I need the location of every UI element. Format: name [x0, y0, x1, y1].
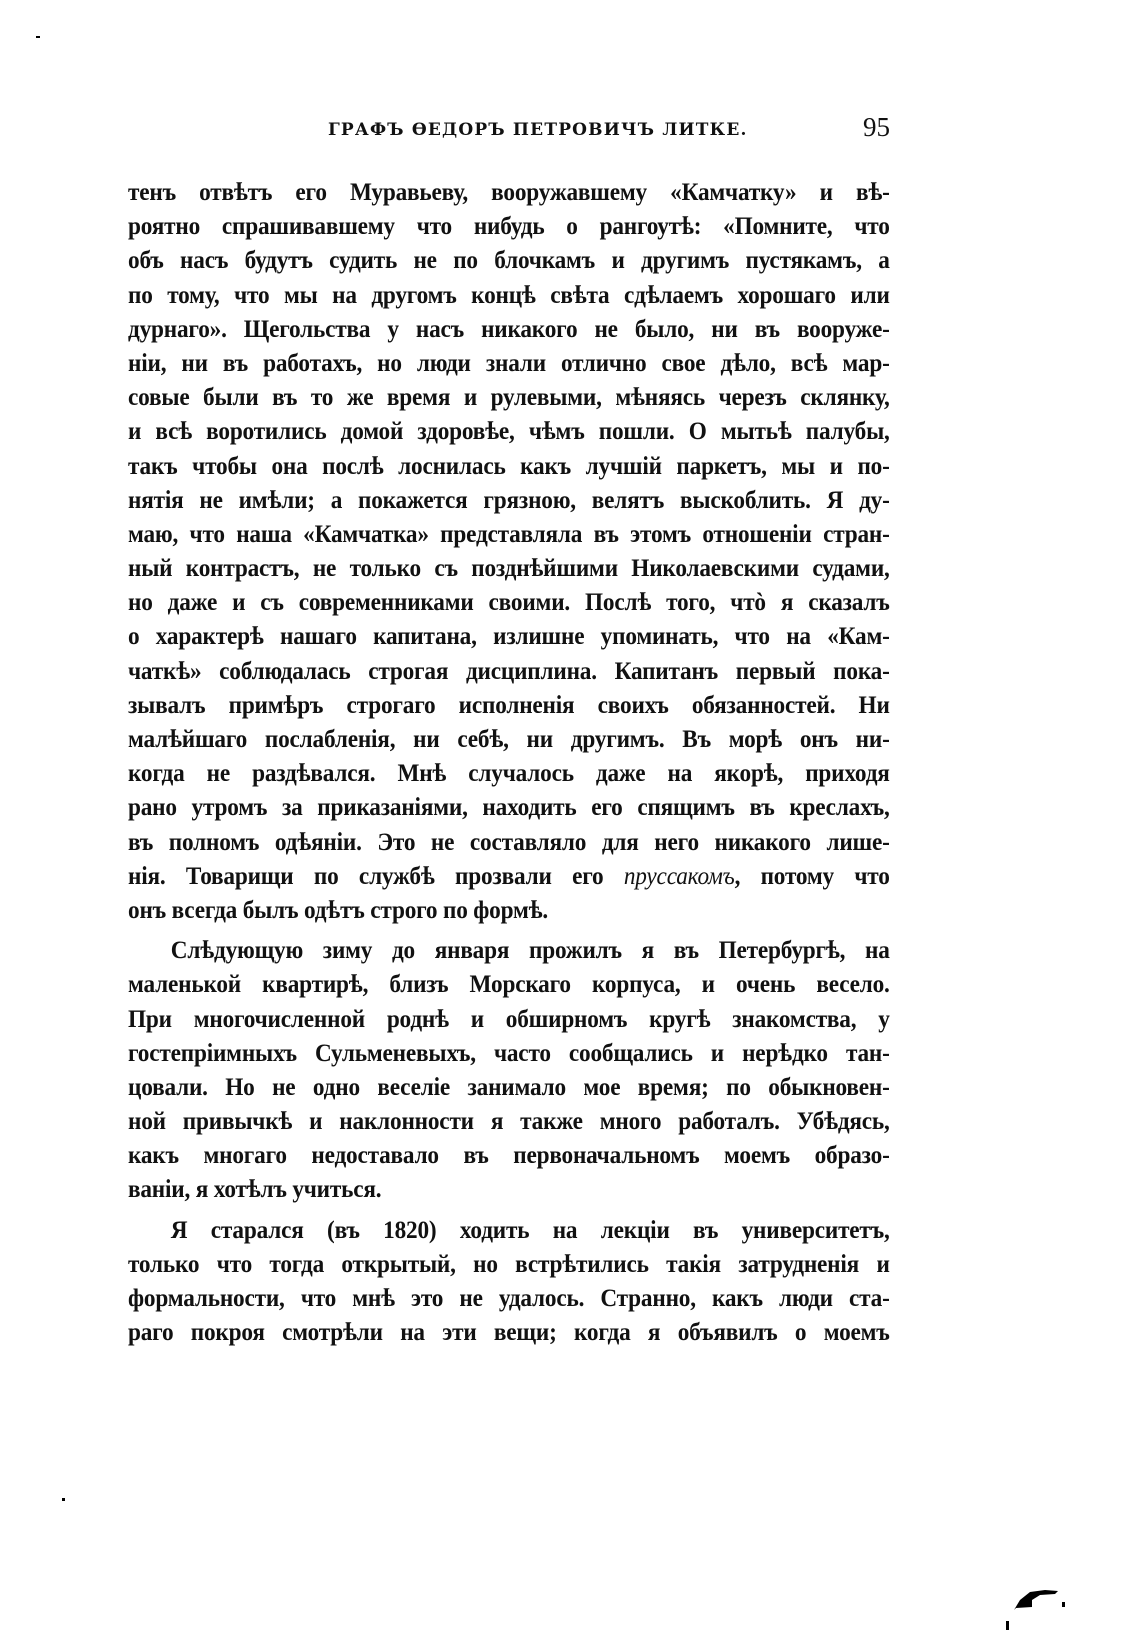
text-line: совые были въ то же время и рулевыми, мѣняясь черезъ склянку,	[128, 384, 890, 412]
text-line: какъ многаго недоставало въ первоначальномъ моемъ образо-	[128, 1142, 890, 1170]
scan-speck	[62, 1498, 65, 1501]
paragraph-3	[128, 1214, 890, 1351]
text-line: онъ всегда былъ одѣтъ строго по формѣ.	[128, 896, 549, 924]
page-number: 95	[863, 112, 890, 142]
scan-speck	[36, 36, 40, 38]
text-segment: , потому что	[734, 862, 890, 890]
text-line: только что тогда открытый, но встрѣтились такія затрудненія и	[128, 1250, 890, 1278]
text-line: малѣйшаго послабленія, ни себѣ, ни другимъ. Въ морѣ онъ ни-	[128, 726, 890, 753]
text-line: когда не раздѣвался. Мнѣ случалось даже на якорѣ, приходя	[128, 760, 890, 788]
text-line: ной привычкѣ и наклонности я также много работалъ. Убѣдясь,	[128, 1108, 890, 1136]
text-line: и всѣ воротились домой здоровѣе, чѣмъ пошли. О мытьѣ палубы,	[128, 418, 890, 446]
text-line: объ насъ будутъ судить не по блочкамъ и другимъ пустякамъ, а	[128, 247, 890, 275]
text-line: маленькой квартирѣ, близъ Морскаго корпуса, и очень весело.	[128, 971, 890, 999]
running-head	[128, 112, 890, 148]
text-line: цовали. Но не одно веселіе занимало мое время; по обыкновен-	[128, 1073, 890, 1101]
text-line: При многочисленной роднѣ и обширномъ кругѣ знакомства, у	[128, 1005, 890, 1033]
text-line: формальности, что мнѣ это не удалось. Странно, какъ люди ста-	[128, 1285, 890, 1312]
text-line: ніи, ни въ работахъ, но люди знали отлично свое дѣло, всѣ мар-	[128, 349, 890, 377]
text-line: тенъ отвѣтъ его Муравьеву, вооружавшему «Камчатку» и вѣ-	[128, 179, 890, 206]
text-line-with-italic	[128, 860, 890, 894]
text-line: раго покроя смотрѣли на эти вещи; когда я объявилъ о моемъ	[128, 1319, 890, 1347]
text-line: зывалъ примѣръ строгаго исполненія своихъ обязанностей. Ни	[128, 691, 890, 719]
italic-word: пруссакомъ	[623, 862, 735, 890]
text-line: Я старался (въ 1820) ходить на лекціи въ университетъ,	[170, 1216, 890, 1244]
text-line: но даже и съ современниками своими. Послѣ того, чтò я сказалъ	[128, 589, 890, 617]
paragraph-2	[128, 934, 890, 1208]
text-line: роятно спрашивавшему что нибудь о рангоутѣ: «Помните, что	[128, 213, 890, 241]
text-line: въ полномъ одѣяніи. Это не составляло для него никакого лише-	[128, 828, 890, 856]
text-line: ваніи, я хотѣлъ учиться.	[128, 1176, 382, 1204]
text-segment: нія. Товарищи по службѣ прозвали его	[128, 862, 624, 890]
text-line: дурнаго». Щегольства у насъ никакого не было, ни въ вооруже-	[128, 315, 890, 343]
text-line: по тому, что мы на другомъ концѣ свѣта сдѣлаемъ хорошаго или	[128, 281, 890, 309]
text-line: нятія не имѣли; а покажется грязною, велятъ выскоблить. Я ду-	[128, 486, 890, 514]
text-line: Слѣдующую зиму до января прожилъ я въ Петербургѣ, на	[170, 937, 890, 965]
text-line: ный контрастъ, не только съ позднѣйшими Николаевскими судами,	[128, 555, 890, 583]
text-line: гостепріимныхъ Сульменевыхъ, часто сообщались и нерѣдко тан-	[128, 1039, 890, 1067]
text-line: о характерѣ нашаго капитана, излишне упоминать, что на «Кам-	[128, 623, 890, 651]
body-text	[128, 176, 890, 1350]
text-line: рано утромъ за приказаніями, находить его спящимъ въ креслахъ,	[128, 794, 890, 822]
text-line: маю, что наша «Камчатка» представляла въ этомъ отношеніи стран-	[128, 520, 890, 548]
text-line: чаткѣ» соблюдалась строгая дисциплина. Капитанъ первый пока-	[128, 657, 890, 685]
paragraph-1	[128, 176, 890, 928]
running-title: ГРАФЪ ѲЕДОРЪ ПЕТРОВИЧЪ ЛИТКЕ.	[328, 120, 748, 140]
scan-blot	[1000, 1580, 1070, 1630]
text-line: такъ чтобы она послѣ лоснилась какъ лучшій паркетъ, мы и по-	[128, 452, 890, 480]
